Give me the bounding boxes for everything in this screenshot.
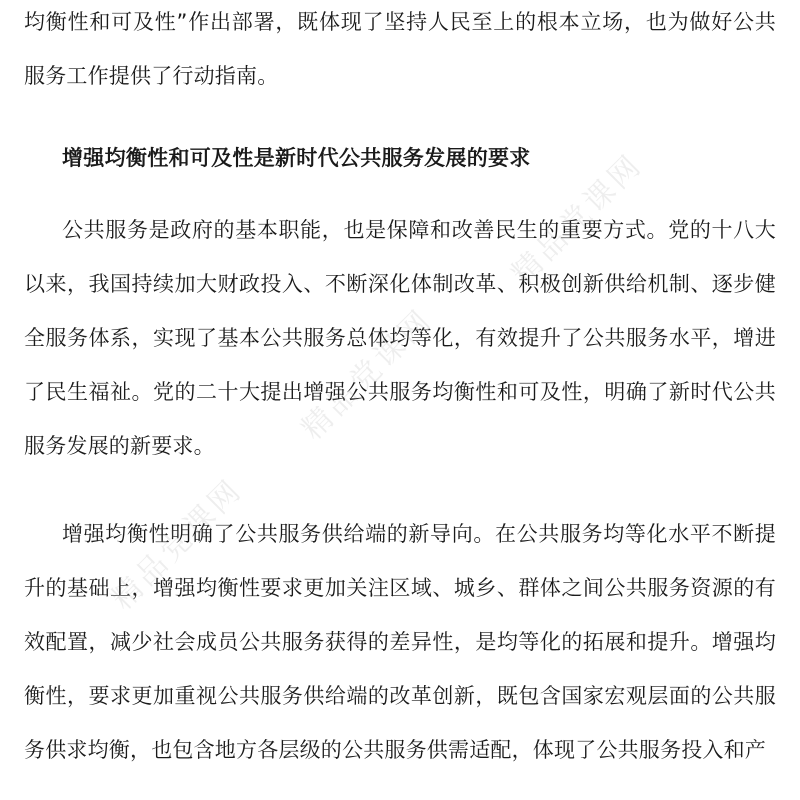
watermark: 精品党课网	[294, 301, 440, 447]
body-paragraph-1: 公共服务是政府的基本职能，也是保障和改善民生的重要方式。党的十八大以来，我国持续加大财政投入、不断深化体制改革、积极创新供给机制、逐步健全服务体系，实现了基本公共服务总体均等化，有效提升了公共服务水平，增进了民生福祉。党的二十大提出增强公共服务均衡性和可及性，明确了新时代公共服务发展的新要求。	[24, 218, 776, 458]
section-heading: 增强均衡性和可及性是新时代公共服务发展的要求	[62, 146, 531, 170]
watermark: 精品党课网	[104, 471, 250, 617]
body-paragraph-2: 增强均衡性明确了公共服务供给端的新导向。在公共服务均等化水平不断提升的基础上，增强均衡性要求更加关注区域、城乡、群体之间公共服务资源的有效配置，减少社会成员公共服务获得的差异性，是均等化的拓展和提升。增强均衡性，要求更加重视公共服务供给端的改革创新，既包含国家宏观层面的公共服务供求均衡，也包含地方各层级的公共服务供需适配，体现了公共服务投入和产	[24, 522, 776, 762]
intro-paragraph: 均衡性和可及性”作出部署，既体现了坚持人民至上的根本立场，也为做好公共服务工作提供了行动指南。	[24, 10, 776, 88]
watermark: 精品党课网	[504, 146, 650, 292]
